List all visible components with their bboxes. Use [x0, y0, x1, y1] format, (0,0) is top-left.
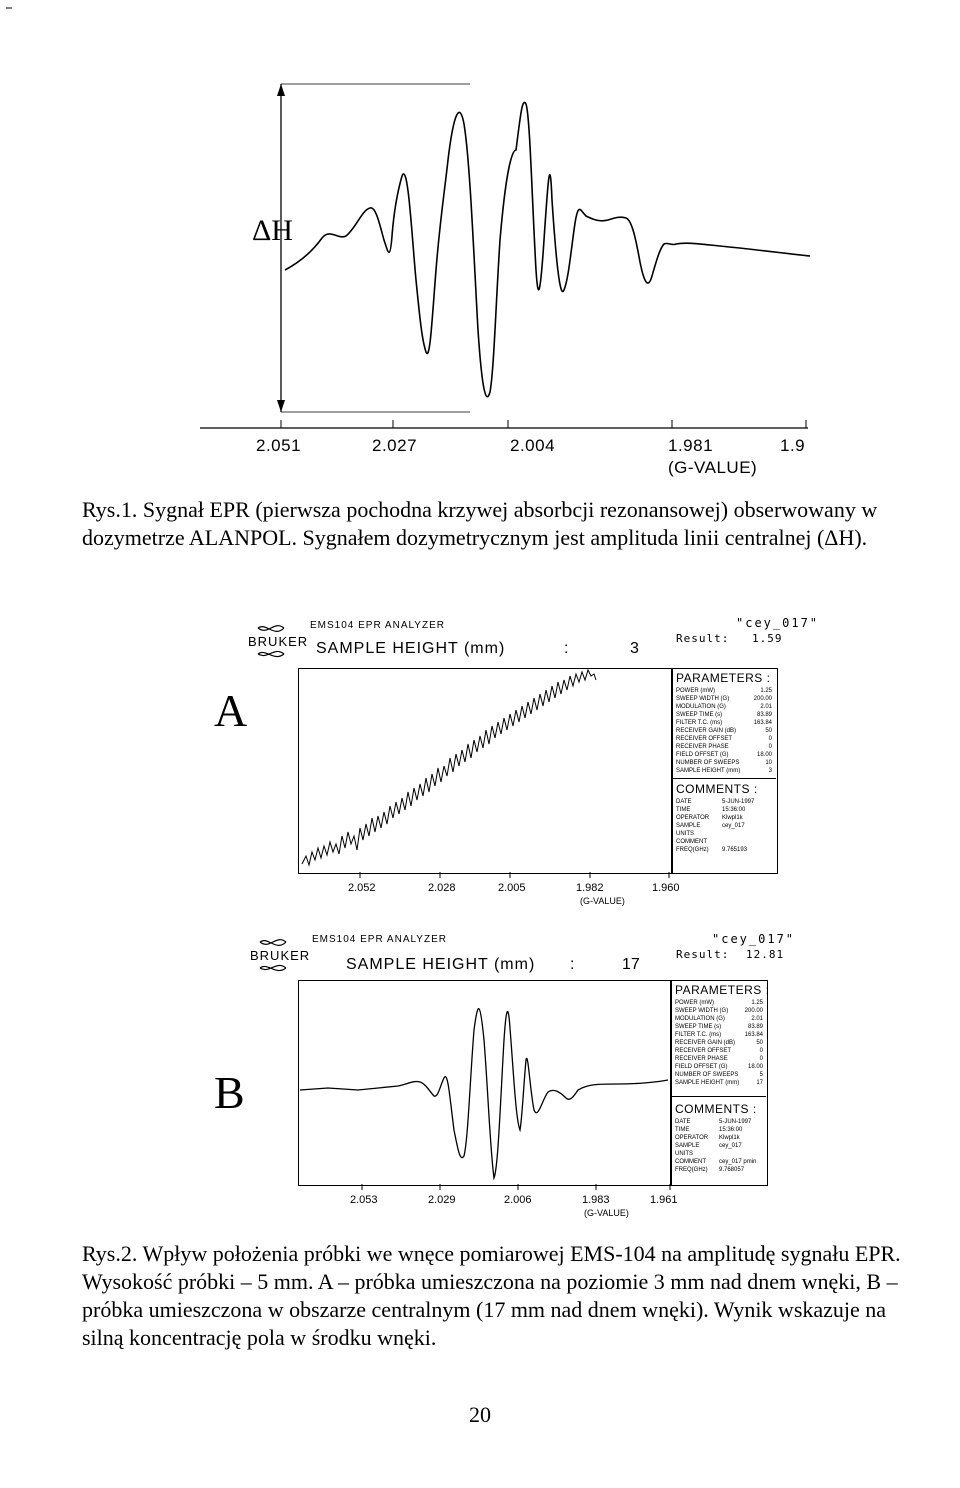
panel-b-letter: B — [214, 1067, 245, 1118]
param-name: MODULATION (G) — [675, 1016, 725, 1022]
comment-name: UNITS — [676, 831, 694, 837]
comment-row — [675, 1118, 763, 1126]
comment-name: COMMENT — [676, 839, 707, 845]
param-name: NUMBER OF SWEEPS — [675, 1072, 739, 1078]
param-value: 200.00 — [744, 1008, 763, 1014]
comment-value: 15:36:00 — [722, 807, 746, 813]
comment-row — [675, 1142, 763, 1150]
param-value: 2.01 — [760, 704, 772, 710]
param-value: 50 — [765, 728, 772, 734]
comment-row — [676, 838, 772, 846]
comment-name: TIME — [675, 1127, 690, 1133]
panel-b-file: "cey_017" — [712, 932, 796, 946]
param-row — [675, 1055, 763, 1063]
panel-b-axis-label: (G-VALUE) — [584, 1208, 629, 1218]
param-row — [676, 743, 772, 751]
param-value: 0 — [759, 1056, 763, 1062]
param-name: NUMBER OF SWEEPS — [676, 760, 740, 766]
panel-b-parameters-title: PARAMETERS : — [675, 983, 770, 997]
param-row — [675, 1071, 763, 1079]
comment-value: 5-JUN-1997 — [722, 799, 755, 805]
param-name: SAMPLE HEIGHT (mm) — [676, 768, 741, 774]
param-name: MODULATION (G) — [676, 704, 726, 710]
panel-b-sample-height-label: SAMPLE HEIGHT (mm) — [346, 956, 536, 973]
comment-name: SAMPLE — [676, 823, 701, 829]
panel-b-sample-height-value: 17 — [622, 956, 640, 973]
param-name: SWEEP WIDTH (G) — [675, 1008, 729, 1014]
panel-b-header: EMS104 EPR ANALYZER — [312, 934, 447, 945]
comment-name: DATE — [675, 1119, 691, 1125]
param-value: 2.01 — [751, 1016, 763, 1022]
delta-h-label: ΔH — [252, 214, 293, 247]
fig1-tick-5: 1.9 — [780, 436, 806, 455]
param-value: 83.89 — [747, 1024, 763, 1030]
comment-name: UNITS — [675, 1151, 693, 1157]
param-value: 0 — [759, 1048, 763, 1054]
fig1-spectrum — [0, 0, 960, 480]
param-name: SWEEP TIME (s) — [676, 712, 723, 718]
comment-value: cey_017 — [722, 823, 745, 829]
param-row — [676, 735, 772, 743]
panel-a-axis-label: (G-VALUE) — [580, 896, 625, 906]
param-value: 1.25 — [751, 1000, 763, 1006]
param-name: POWER (mW) — [675, 1000, 714, 1006]
param-value: 200.00 — [753, 696, 772, 702]
param-value: 18.00 — [756, 752, 772, 758]
panel-a-spectrum — [298, 668, 672, 873]
comment-row — [675, 1158, 763, 1166]
param-value: 18.00 — [747, 1064, 763, 1070]
param-row — [675, 1007, 763, 1015]
page-number: 20 — [469, 1402, 491, 1427]
comment-name: FREQ(GHz) — [675, 1167, 708, 1173]
fig1-tick-3: 2.004 — [510, 436, 556, 455]
param-name: RECEIVER PHASE — [676, 744, 729, 750]
param-row — [676, 695, 772, 703]
panel-b-sample-height-sep: : — [570, 956, 575, 973]
panel-a-result-value: 1.59 — [752, 632, 783, 645]
param-value: 17 — [756, 1080, 763, 1086]
param-row — [675, 1031, 763, 1039]
comment-name: OPERATOR — [675, 1135, 709, 1141]
param-value: 163.84 — [753, 720, 772, 726]
param-row — [675, 999, 763, 1007]
panel-a-result-label: Result: — [676, 632, 730, 645]
param-row — [675, 1039, 763, 1047]
comment-name: COMMENT — [675, 1159, 706, 1165]
panel-b-result-label: Result: — [676, 948, 730, 961]
param-name: SWEEP WIDTH (G) — [676, 696, 730, 702]
panel-a-tick-3: 2.005 — [498, 882, 526, 894]
fig1-curve — [285, 102, 810, 396]
comment-name: DATE — [676, 799, 692, 805]
param-row — [675, 1079, 763, 1087]
panel-a-sample-height-label: SAMPLE HEIGHT (mm) — [316, 640, 506, 657]
comment-value: cey_017 pmin — [719, 1159, 757, 1165]
param-value: 163.84 — [744, 1032, 763, 1038]
param-name: FIELD OFFSET (G) — [676, 752, 729, 758]
panel-a-tick-5: 1.960 — [652, 882, 680, 894]
comment-row — [676, 798, 772, 806]
param-name: POWER (mW) — [676, 688, 715, 694]
param-name: SAMPLE HEIGHT (mm) — [675, 1080, 740, 1086]
param-row — [676, 759, 772, 767]
param-name: FIELD OFFSET (G) — [675, 1064, 728, 1070]
comment-name: OPERATOR — [676, 815, 710, 821]
param-row — [675, 1015, 763, 1023]
param-name: SWEEP TIME (s) — [675, 1024, 722, 1030]
fig1-tick-4: 1.981 — [668, 436, 714, 455]
comment-value: 15:36:00 — [719, 1127, 743, 1133]
panel-a-comments-title: COMMENTS : — [676, 782, 758, 796]
param-row — [675, 1047, 763, 1055]
comment-row — [676, 814, 772, 822]
panel-b-tick-1: 2.053 — [350, 1194, 378, 1206]
panel-a-parameters-list — [676, 687, 772, 775]
param-value: 83.89 — [756, 712, 772, 718]
comment-row — [676, 846, 772, 854]
panel-b-tick-3: 2.006 — [504, 1194, 532, 1206]
panel-b-tick-4: 1.983 — [582, 1194, 610, 1206]
panel-b-parameters-list — [675, 999, 763, 1087]
panel-a-axis — [298, 872, 698, 882]
panel-a-header: EMS104 EPR ANALYZER — [310, 620, 445, 631]
param-value: 0 — [768, 744, 772, 750]
panel-a-letter: A — [214, 685, 248, 736]
fig2-caption: Rys.2. Wpływ położenia próbki we wnęce pomiarowej EMS-104 na amplitudę sygnału EPR. Wysokość próbki – 5 mm. A – próbka umieszczona na poziomie 3 mm nad dnem wnęki, B – próbka umieszczona w obszarze centralnym (17 mm nad dnem wnęki). Wynik wskazuje na silną koncentrację pola w środku wnęki. — [82, 1241, 901, 1350]
bruker-logo-text-b: BRUKER — [250, 948, 311, 963]
param-row — [676, 687, 772, 695]
panel-a-comments-divider — [671, 778, 776, 779]
param-row — [676, 751, 772, 759]
param-row — [676, 727, 772, 735]
panel-b-spectrum — [298, 980, 670, 1185]
param-name: FILTER T.C. (ms) — [675, 1032, 722, 1038]
comment-row — [676, 830, 772, 838]
panel-b-params-divider — [670, 980, 672, 1185]
panel-b-result-value: 12.81 — [746, 948, 785, 961]
panel-b-comments-divider — [670, 1096, 766, 1097]
panel-b-tick-2: 2.029 — [428, 1194, 456, 1206]
param-name: RECEIVER OFFSET — [675, 1048, 732, 1054]
fig1-axis-label: (G-VALUE) — [668, 458, 758, 477]
panel-a-comments-list — [676, 798, 772, 854]
param-name: FILTER T.C. (ms) — [676, 720, 723, 726]
param-value: 5 — [759, 1072, 763, 1078]
panel-b-comments-title: COMMENTS : — [675, 1102, 757, 1116]
param-name: RECEIVER PHASE — [675, 1056, 728, 1062]
comment-value: cey_017 — [719, 1143, 742, 1149]
param-value: 1.25 — [760, 688, 772, 694]
comment-name: FREQ(GHz) — [676, 847, 709, 853]
fig1-tick-1: 2.051 — [256, 436, 302, 455]
panel-a-tick-1: 2.052 — [348, 882, 376, 894]
panel-b-comments-list — [675, 1118, 763, 1174]
panel-b-axis — [298, 1184, 698, 1194]
comment-row — [675, 1134, 763, 1142]
comment-row — [675, 1126, 763, 1134]
panel-a-file: "cey_017" — [736, 616, 820, 630]
comment-row — [676, 806, 772, 814]
param-name: RECEIVER OFFSET — [676, 736, 733, 742]
panel-a-tick-4: 1.982 — [576, 882, 604, 894]
panel-a-tick-2: 2.028 — [428, 882, 456, 894]
bruker-logo-text-a: BRUKER — [248, 634, 309, 649]
panel-a-parameters-title: PARAMETERS : — [676, 671, 771, 685]
param-value: 0 — [768, 736, 772, 742]
param-row — [676, 719, 772, 727]
comment-row — [675, 1150, 763, 1158]
fig1-caption: Rys.1. Sygnał EPR (pierwsza pochodna krzywej absorbcji rezonansowej) obserwowany w dozymetrze ALANPOL. Sygnałem dozymetrycznym jest amplituda linii centralnej (ΔH). — [82, 497, 878, 550]
comment-value: 9.765193 — [722, 847, 748, 853]
comment-name: SAMPLE — [675, 1143, 700, 1149]
param-name: RECEIVER GAIN (dB) — [675, 1040, 736, 1046]
fig1-tick-2: 2.027 — [372, 436, 418, 455]
comment-value: 5-JUN-1997 — [719, 1119, 752, 1125]
comment-row — [676, 822, 772, 830]
comment-value: Klwpl1k — [719, 1135, 740, 1141]
panel-a-sample-height-value: 3 — [630, 640, 639, 657]
param-row — [675, 1063, 763, 1071]
param-value: 10 — [765, 760, 772, 766]
panel-b-tick-5: 1.961 — [650, 1194, 678, 1206]
param-row — [676, 711, 772, 719]
param-value: 3 — [768, 768, 772, 774]
comment-value: 9.768057 — [719, 1167, 745, 1173]
comment-name: TIME — [676, 807, 691, 813]
param-row — [676, 703, 772, 711]
param-value: 50 — [756, 1040, 763, 1046]
comment-row — [675, 1166, 763, 1174]
param-row — [675, 1023, 763, 1031]
comment-value: Klwpl1k — [722, 815, 743, 821]
param-name: RECEIVER GAIN (dB) — [676, 728, 737, 734]
panel-a-sample-height-sep: : — [564, 640, 569, 657]
param-row — [676, 767, 772, 775]
